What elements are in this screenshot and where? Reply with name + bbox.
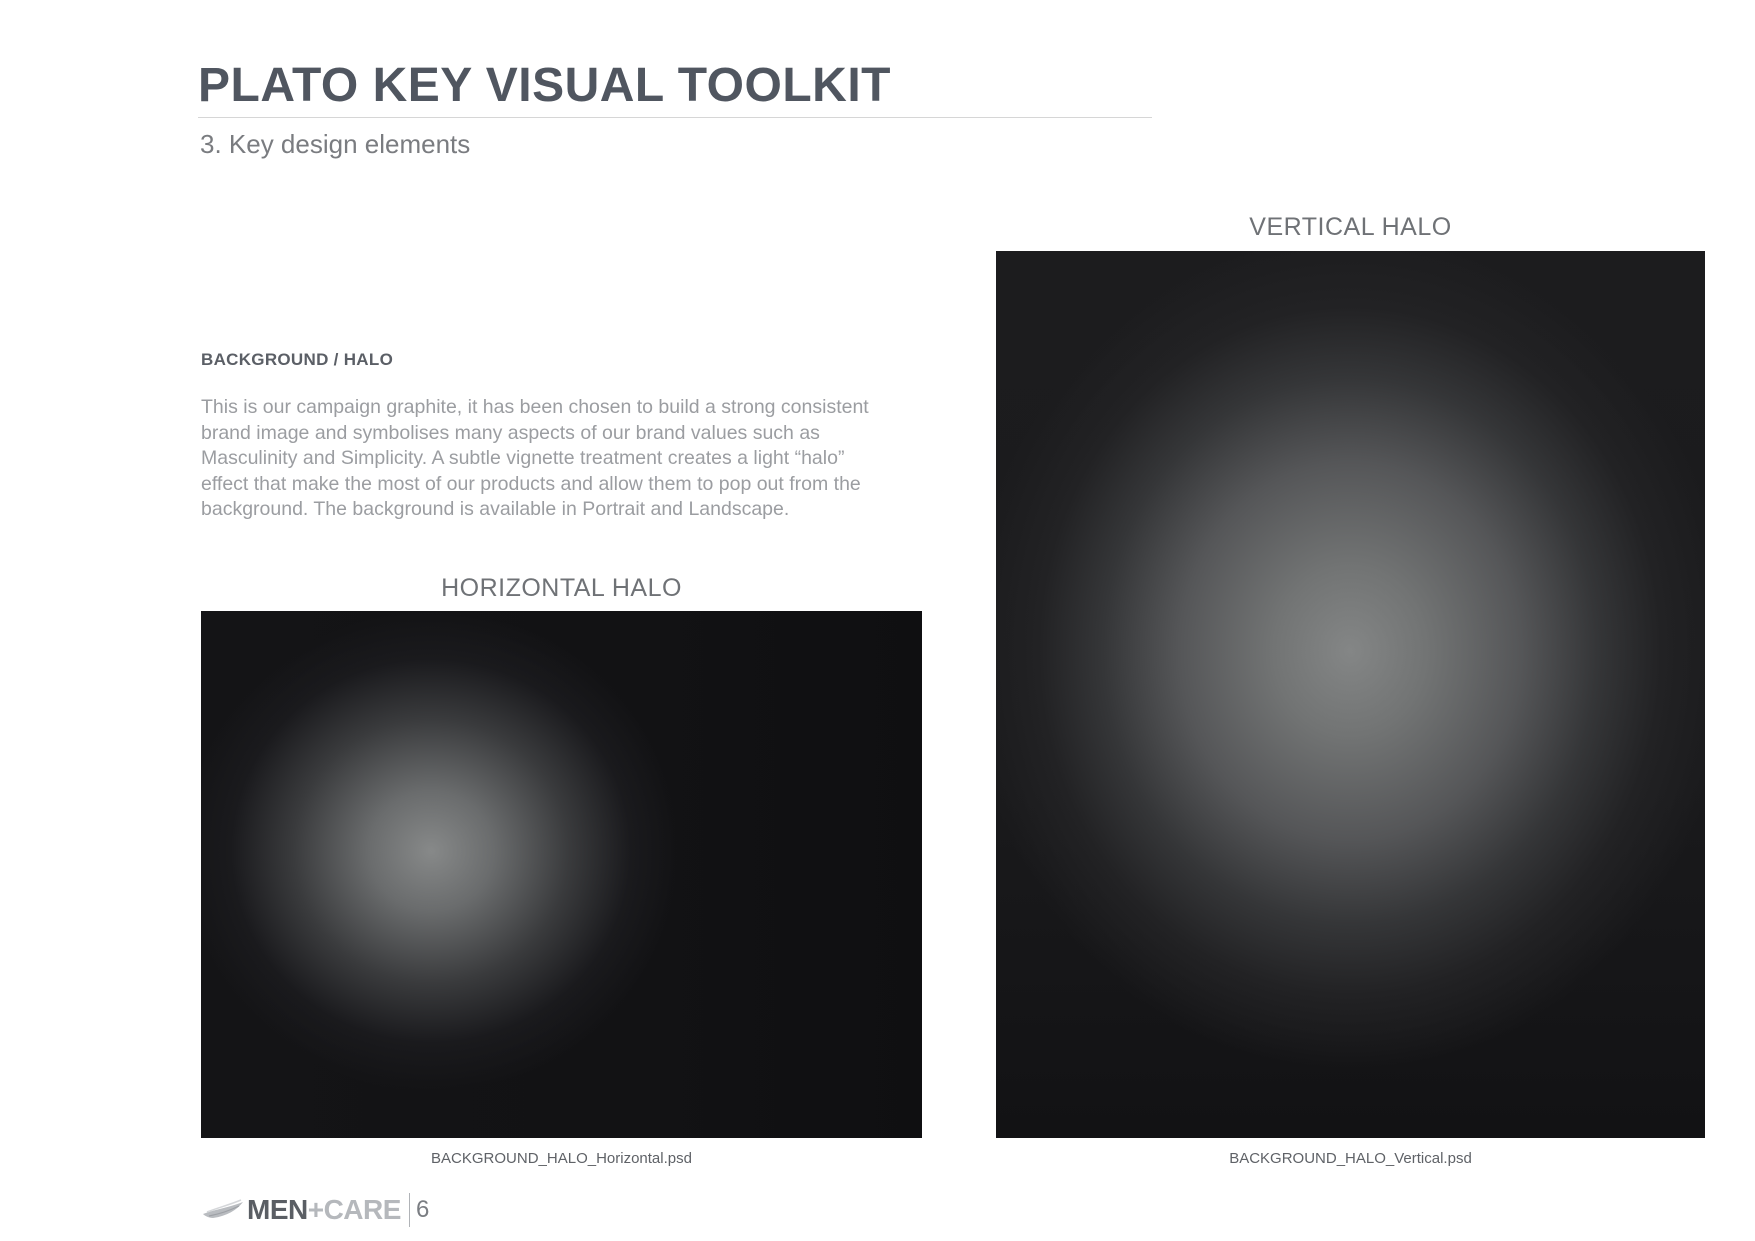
horizontal-halo-label: HORIZONTAL HALO [441, 574, 682, 602]
horizontal-halo-image [201, 611, 922, 1138]
horizontal-halo-filename: BACKGROUND_HALO_Horizontal.psd [431, 1150, 692, 1167]
vertical-halo-image [996, 251, 1705, 1138]
section-body-text: This is our campaign graphite, it has been chosen to build a strong consistent brand image and symbolises many aspects of our brand values such as Masculinity and Simplicity. A subtle vignette treatment creates a light “halo” effect that make the most of our products and allow them to pop out from the background. The background is available in Portrait and Landscape. [201, 396, 869, 520]
vertical-halo-filename: BACKGROUND_HALO_Vertical.psd [1229, 1150, 1472, 1167]
footer-divider [409, 1193, 410, 1227]
footer [201, 1192, 429, 1228]
page-subtitle: 3. Key design elements [200, 129, 471, 159]
wing-icon [201, 1198, 245, 1222]
section-heading: BACKGROUND / HALO [201, 350, 394, 369]
page-number: 6 [415, 1196, 430, 1223]
brand-men: MEN [247, 1194, 308, 1225]
brand-care: +CARE [307, 1194, 401, 1225]
page-title: PLATO KEY VISUAL TOOLKIT [198, 59, 891, 112]
vertical-halo-label: VERTICAL HALO [1249, 213, 1452, 241]
brand-logo-text [247, 1196, 401, 1224]
title-divider [198, 117, 1152, 118]
